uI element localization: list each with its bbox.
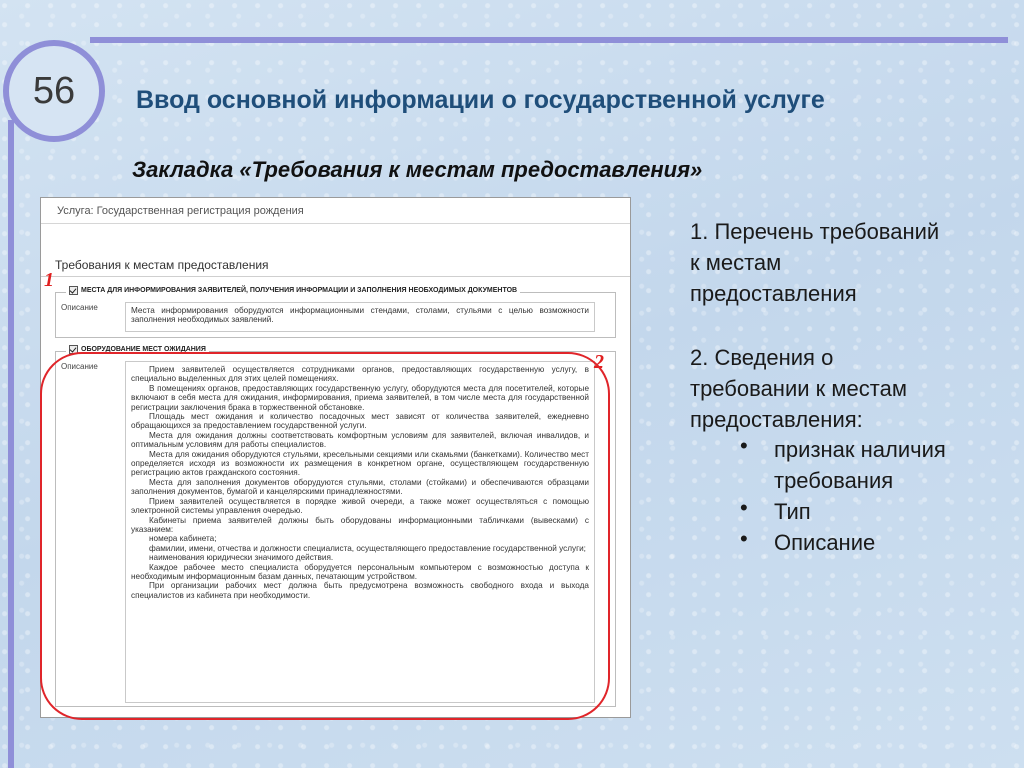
bullet-item: • признак наличия требования bbox=[740, 434, 946, 496]
slide-title: Ввод основной информации о государственной услуге bbox=[136, 86, 825, 114]
description-textarea-info[interactable]: Места информирования оборудуются информационными стендами, столами, стульями с целью возможности заполнения необходимых заявлений. bbox=[125, 302, 595, 332]
marker-1: 1 bbox=[44, 269, 54, 291]
service-line: Услуга: Государственная регистрация рождения bbox=[57, 205, 304, 217]
point-1-line: к местам bbox=[690, 250, 782, 275]
point-1-line: предоставления bbox=[690, 281, 857, 306]
divider bbox=[41, 276, 630, 277]
description-paragraph: Места для заполнения документов оборудуются стульями, столами (стойками) и обеспечиваются образцами заполнения документов, бумагой и канцелярскими принадлежностями. bbox=[131, 477, 589, 497]
description-paragraph: номера кабинета; bbox=[149, 534, 217, 544]
description-paragraph: Прием заявителей осуществляется в порядке живой очереди, а также может осуществляться с помощью электронной системы управления очередью. bbox=[131, 496, 589, 516]
description-paragraph: Каждое рабочее место специалиста оборудуется персональным компьютером с возможностью доступа к необходимым информационным базам данных, печатающим устройством. bbox=[131, 562, 589, 581]
fieldset-legend: ОБОРУДОВАНИЕ МЕСТ ОЖИДАНИЯ bbox=[81, 346, 206, 353]
slide-subtitle: Закладка «Требования к местам предоставления» bbox=[132, 157, 703, 182]
point-2-line: 2. Сведения о bbox=[690, 345, 834, 370]
description-paragraph: Места для ожидания оборудуются стульями, кресельными секциями или скамьями (банкетками). Количество мест определяется исходя из возможности их размещения в конкретном органе, осуществляющем государственную регистрацию актов гражданского состояния. bbox=[131, 449, 589, 478]
frame-left-line bbox=[8, 120, 14, 768]
marker-2: 2 bbox=[594, 351, 604, 373]
divider bbox=[41, 223, 630, 224]
description-paragraph: фамилии, имени, отчества и должности специалиста, осуществляющего предоставление государственной услуги; bbox=[149, 543, 586, 553]
description-paragraph: Площадь мест ожидания и количество посадочных мест зависят от количества заявителей, ежедневно обращающихся за предоставлением государственной услуги. bbox=[131, 412, 589, 431]
point-1-line: 1. Перечень требований bbox=[690, 219, 940, 244]
point-2-line: предоставления: bbox=[690, 407, 863, 432]
fieldset-legend: МЕСТА ДЛЯ ИНФОРМИРОВАНИЯ ЗАЯВИТЕЛЕЙ, ПОЛУЧЕНИЯ ИНФОРМАЦИИ И ЗАПОЛНЕНИЯ НЕОБХОДИМЫХ ДОКУМЕНТОВ bbox=[81, 287, 518, 294]
highlight-oval bbox=[40, 352, 610, 720]
checkbox-info-places[interactable] bbox=[69, 286, 78, 295]
description-paragraph: Места для ожидания должны соответствовать комфортным условиям для заявителей, включая инвалидов, и оптимальным условиям для работы специалистов. bbox=[131, 430, 589, 450]
field-label: Описание bbox=[61, 303, 98, 312]
description-paragraph: наименования юридически значимого действия. bbox=[149, 553, 334, 563]
point-2 bbox=[690, 342, 907, 435]
tab-title: Требования к местам предоставления bbox=[55, 258, 269, 272]
description-paragraph: В помещениях органов, предоставляющих государственную услугу, оборудуются места для посетителей, которые включают в себя места для ожидания, информирования, приема заявителей, в том числе места для государственной регистрации заключения брака в торжественной обстановке. bbox=[131, 383, 589, 412]
description-paragraph: Кабинеты приема заявителей должны быть оборудованы информационными табличками (вывесками) с указанием: bbox=[131, 515, 589, 534]
point-2-line: требовании к местам bbox=[690, 376, 907, 401]
bullet-item: • Тип bbox=[740, 496, 946, 527]
bullet-list bbox=[740, 434, 946, 558]
point-1 bbox=[690, 216, 939, 309]
frame-top-line bbox=[90, 37, 1008, 43]
slide-number: 56 bbox=[3, 40, 105, 142]
field-label: Описание bbox=[61, 362, 98, 371]
description-paragraph: При организации рабочих мест должна быть предусмотрена возможность свободного входа и выхода специалистов из кабинета при необходимости. bbox=[131, 581, 589, 600]
bullet-item: • Описание bbox=[740, 527, 946, 558]
description-paragraph: Прием заявителей осуществляется сотрудниками органов, предоставляющих государственную услугу, в специально выделенных для этих целей помещениях. bbox=[131, 365, 589, 384]
